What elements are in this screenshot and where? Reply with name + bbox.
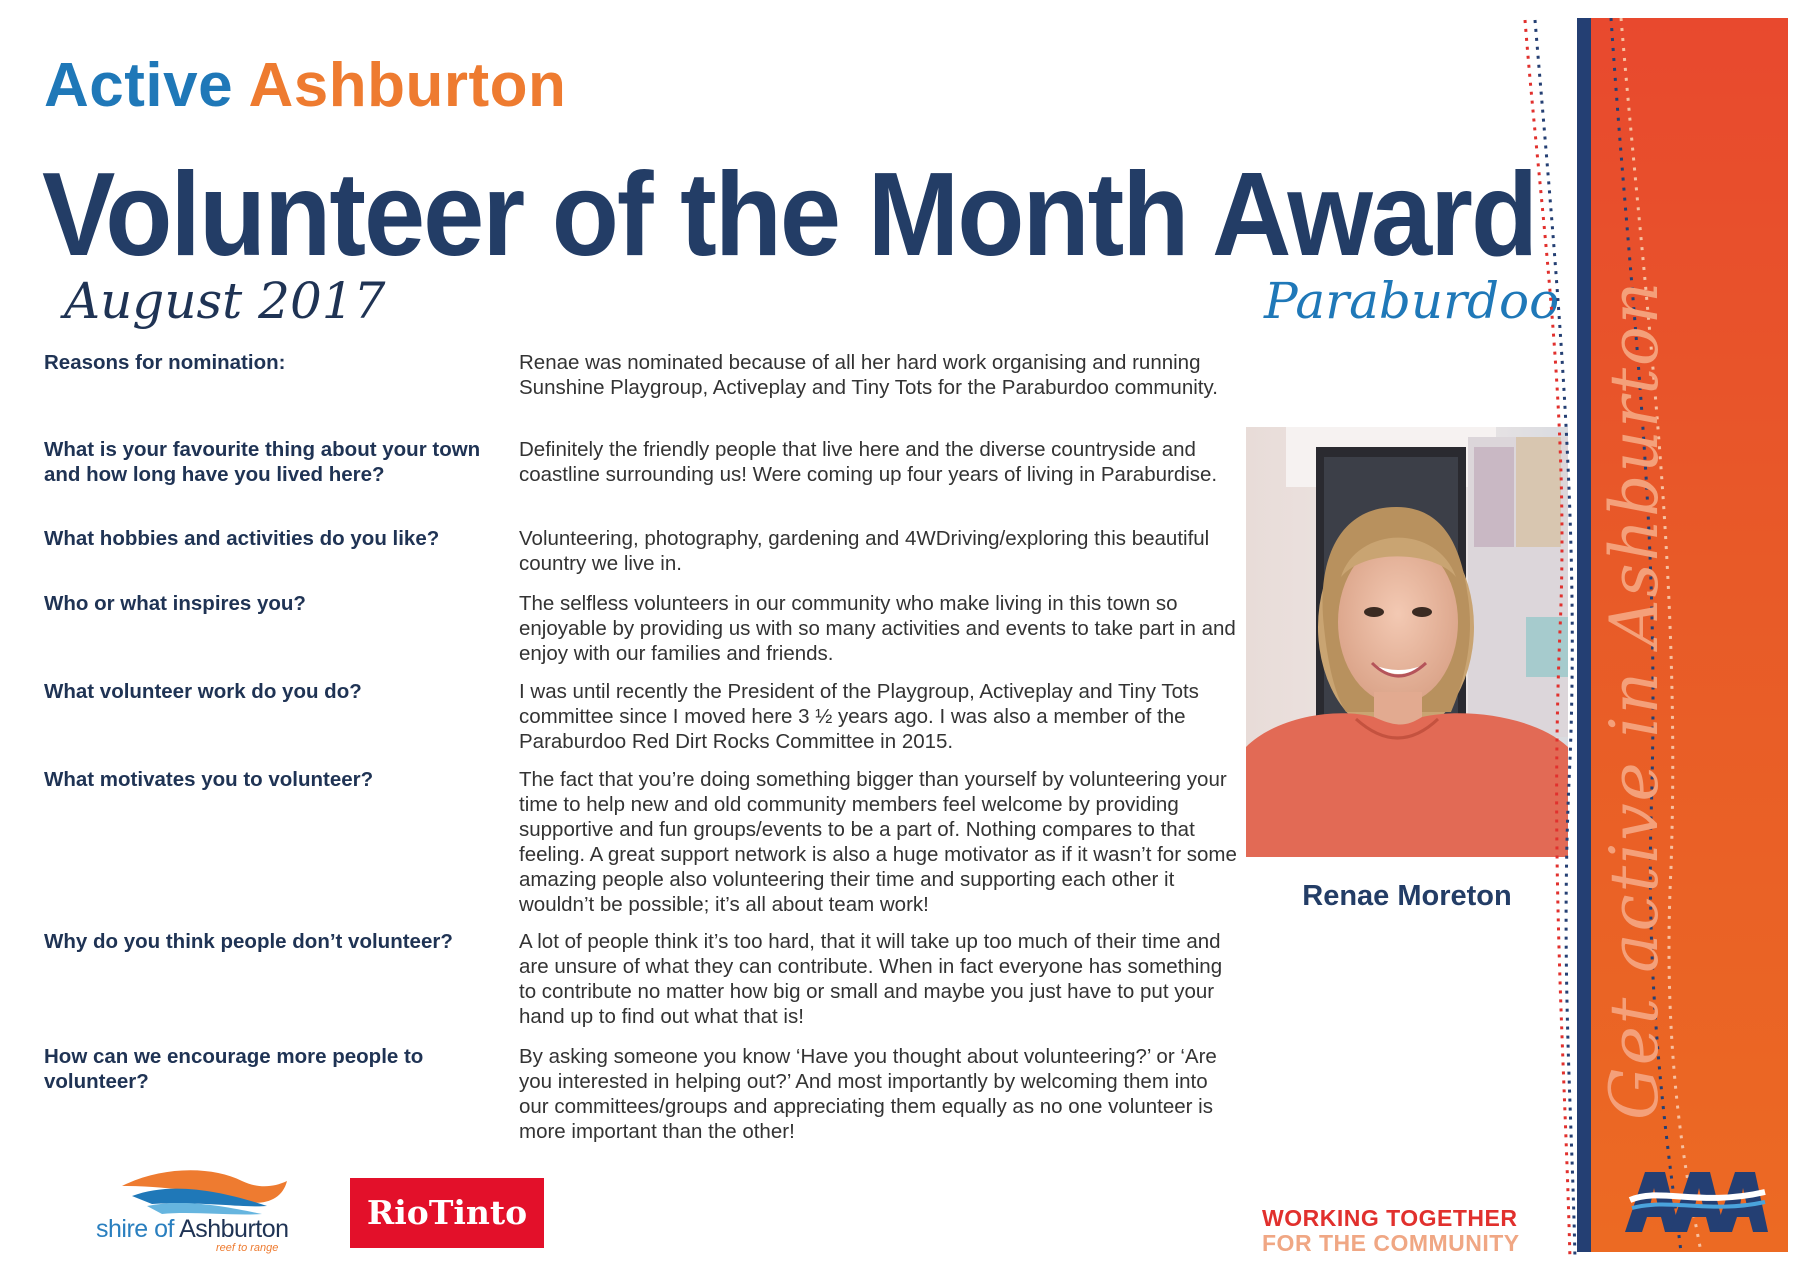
question: Reasons for nomination: <box>44 351 286 374</box>
answer: A lot of people think it’s too hard, that it will take up too much of their time and are unsure of what they can contribute. When in fact everyone has something to contribute no matter how big or small and maybe you just have to put your hand up to find out what that is! <box>519 930 1223 1028</box>
aaa-logo-icon <box>1620 1162 1770 1234</box>
question: What is your favourite thing about your town and how long have you lived here? <box>44 438 481 486</box>
page-title: Volunteer of the Month Award <box>42 148 1537 281</box>
working-together-line2: FOR THE COMMUNITY <box>1262 1230 1520 1256</box>
brand-word-active: Active <box>44 51 234 120</box>
answer: Volunteering, photography, gardening and 4WDriving/exploring this beautiful country we live in. <box>519 527 1210 575</box>
award-month: August 2017 <box>64 272 386 330</box>
side-band-blue <box>1577 18 1591 1252</box>
answer: By asking someone you know ‘Have you thought about volunteering?’ or ‘Are you interested in helping out?’ And most importantly by welcoming them into our committees/groups and appreciating them equally as no one volunteer is more important than the other! <box>519 1045 1217 1143</box>
question: What motivates you to volunteer? <box>44 768 374 791</box>
shire-logo-text <box>96 1215 289 1244</box>
brand-heading <box>44 50 566 121</box>
shire-of-text: shire of <box>96 1215 174 1243</box>
rio-tinto-logo: RioTinto <box>350 1178 544 1248</box>
question: Why do you think people don’t volunteer? <box>44 930 453 953</box>
answer: Definitely the friendly people that live here and the diverse countryside and coastline surrounding us! Were coming up four years of living in Paraburdise. <box>519 438 1218 486</box>
side-band-slogan: Get active in Ashburton <box>1596 279 1673 1120</box>
working-together-line1: WORKING TOGETHER <box>1262 1205 1518 1231</box>
shire-tagline: reef to range <box>216 1242 279 1254</box>
answer: I was until recently the President of the Playgroup, Activeplay and Tiny Tots committee since I moved here 3 ½ years ago. I was also a member of the Paraburdoo Red Dirt Rocks Committee in 2015. <box>519 680 1199 753</box>
shire-name-text: Ashburton <box>179 1215 289 1243</box>
answer: The selfless volunteers in our community who make living in this town so enjoyable by providing us with so many activities and events to take part in and enjoy with our families and friends. <box>519 592 1236 665</box>
award-town: Paraburdoo <box>1264 272 1560 330</box>
brand-word-ashburton: Ashburton <box>248 51 567 120</box>
question: What hobbies and activities do you like? <box>44 527 440 550</box>
volunteer-name: Renae Moreton <box>1302 880 1512 912</box>
question: Who or what inspires you? <box>44 592 306 615</box>
answer: The fact that you’re doing something bigger than yourself by volunteering your time to help new and old community members feel welcome by providing supportive and fun groups/events to be a part of. Nothing compares to that feeling. A great support network is also a huge motivator as if it wasn’t for some amazing people also volunteering their time and supporting each other it wouldn’t be possible; it’s all about team work! <box>519 768 1237 916</box>
question: How can we encourage more people to volunteer? <box>44 1045 424 1093</box>
question: What volunteer work do you do? <box>44 680 362 703</box>
answer: Renae was nominated because of all her hard work organising and running Sunshine Playgroup, Activeplay and Tiny Tots for the Paraburdoo community. <box>519 351 1218 399</box>
